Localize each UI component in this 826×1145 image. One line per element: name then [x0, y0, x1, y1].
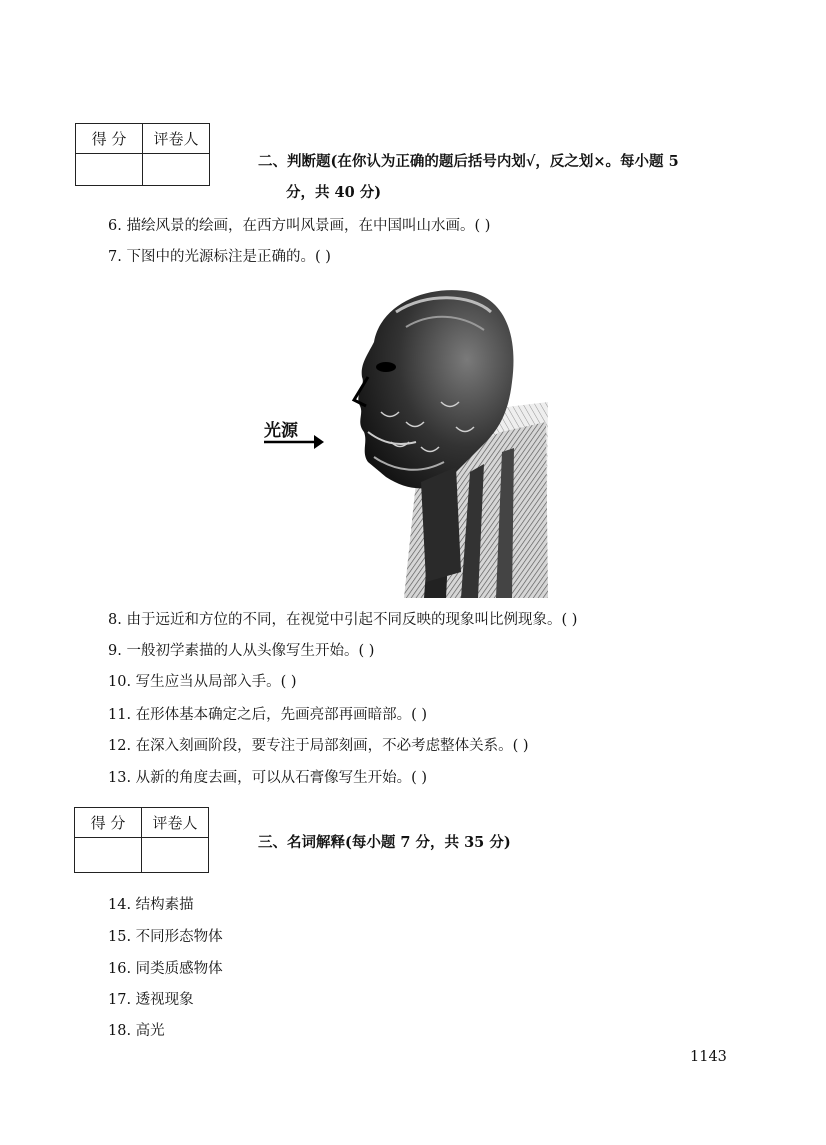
page-number: 1143 — [690, 1049, 727, 1065]
section-2-heading-line-2: 分，共 40 分) — [286, 184, 382, 201]
grader-label: 评卷人 — [143, 124, 210, 154]
question-16: 16. 同类质感物体 — [108, 961, 223, 977]
light-source-label: 光源 — [264, 421, 298, 441]
grader-cell — [143, 154, 210, 186]
score-label: 得 分 — [75, 808, 142, 838]
score-table-section-3 — [74, 807, 209, 873]
section-2-heading-line-1: 二、判断题(在你认为正确的题后括号内划√，反之划×。每小题 5 — [258, 153, 679, 170]
question-9: 9. 一般初学素描的人从头像写生开始。( ) — [108, 643, 375, 659]
score-cell — [76, 154, 143, 186]
question-15: 15. 不同形态物体 — [108, 929, 223, 945]
question-8: 8. 由于远近和方位的不同，在视觉中引起不同反映的现象叫比例现象。( ) — [108, 612, 578, 628]
question-18: 18. 高光 — [108, 1023, 165, 1039]
question-10: 10. 写生应当从局部入手。( ) — [108, 674, 297, 690]
grader-label: 评卷人 — [142, 808, 209, 838]
plaster-bust-figure — [256, 282, 576, 600]
question-17: 17. 透视现象 — [108, 992, 194, 1008]
question-14: 14. 结构素描 — [108, 897, 194, 913]
question-12: 12. 在深入刻画阶段，要专注于局部刻画，不必考虑整体关系。( ) — [108, 738, 529, 754]
score-label: 得 分 — [76, 124, 143, 154]
section-3-heading: 三、名词解释(每小题 7 分，共 35 分) — [258, 834, 511, 851]
question-13: 13. 从新的角度去画，可以从石膏像写生开始。( ) — [108, 770, 428, 786]
score-table-section-2 — [75, 123, 210, 186]
question-11: 11. 在形体基本确定之后，先画亮部再画暗部。( ) — [108, 707, 428, 723]
grader-cell — [142, 838, 209, 873]
question-7: 7. 下图中的光源标注是正确的。( ) — [108, 249, 331, 265]
question-6: 6. 描绘风景的绘画，在西方叫风景画，在中国叫山水画。( ) — [108, 218, 491, 234]
score-cell — [75, 838, 142, 873]
